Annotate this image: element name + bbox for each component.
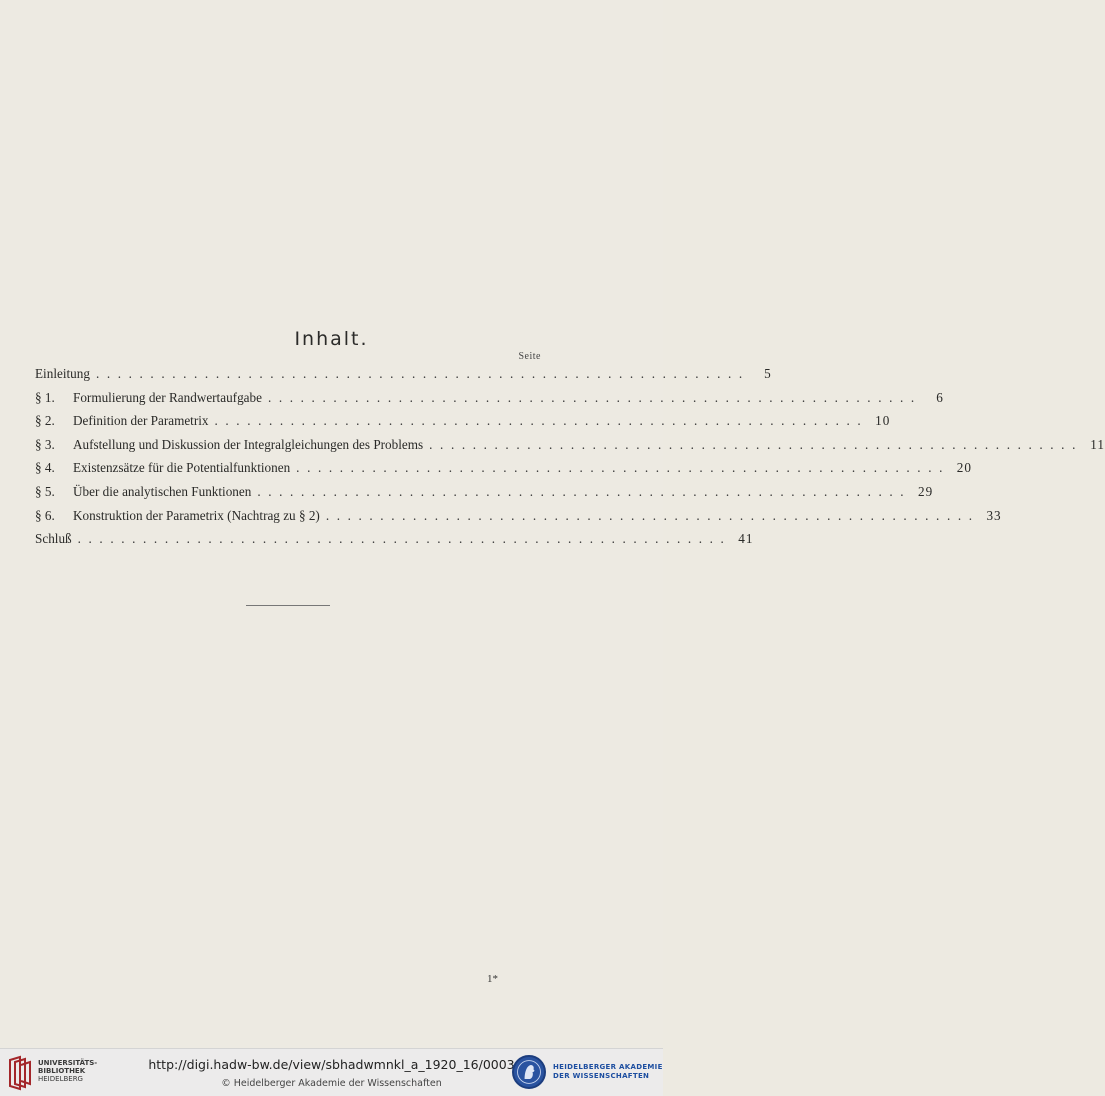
toc-entry xyxy=(35,413,891,437)
toc-entry xyxy=(35,460,972,484)
toc-entry-page: 33 xyxy=(986,507,1002,523)
copyright-text: © Heidelberger Akademie der Wissenschaften xyxy=(221,1078,442,1089)
toc-entry-page: 20 xyxy=(956,460,972,476)
toc-entry-number: § 3. xyxy=(35,436,55,452)
toc-entry-page: 29 xyxy=(917,483,934,499)
toc-entry-label: Einleitung xyxy=(35,366,90,381)
toc-leader-dots: ............................................................ xyxy=(214,413,869,429)
toc-entry-label: Schluß xyxy=(35,531,72,547)
toc-entry-label: Konstruktion der Parametrix (Nachtrag zu § 2) xyxy=(73,507,320,523)
toc-entry xyxy=(35,436,1105,461)
toc-entry-number: § 4. xyxy=(35,460,55,476)
toc-entry xyxy=(35,507,1002,532)
toc-entry-label: Über die analytischen Funktionen xyxy=(73,483,252,499)
toc-entry-page: 41 xyxy=(738,531,754,547)
toc-entry xyxy=(35,531,754,555)
toc-entry-label: Aufstellung und Diskussion der Integralgleichungen des Problems xyxy=(73,436,424,452)
toc-entry-page: 11 xyxy=(1090,436,1105,452)
page-title: Inhalt. xyxy=(294,328,369,350)
document-url-link[interactable]: http://digi.hadw-bw.de/view/sbhadwmnkl_a_1920_16/0003 xyxy=(148,1057,515,1072)
toc-entry-number: § 1. xyxy=(35,389,55,405)
toc-leader-dots: ............................................................ xyxy=(429,436,1083,452)
academy-seal-icon xyxy=(512,1055,546,1089)
signature-mark: 1* xyxy=(487,973,498,985)
toc-leader-dots: ............................................................ xyxy=(257,483,912,499)
toc-entry-page: 6 xyxy=(936,389,944,405)
toc-leader-dots: ............................................................ xyxy=(296,460,950,476)
page-column-label: Seite xyxy=(518,351,541,362)
toc-entry-label: Definition der Parametrix xyxy=(73,413,209,429)
toc-entry xyxy=(35,366,772,390)
toc-entry-page: 10 xyxy=(875,413,891,429)
toc-entry xyxy=(35,389,944,414)
toc-leader-dots: ............................................................ xyxy=(267,389,922,405)
university-library-name: UNIVERSITÄTS- BIBLIOTHEK HEIDELBERG xyxy=(38,1059,98,1083)
academy-name: HEIDELBERGER AKADEMIE DER WISSENSCHAFTEN xyxy=(553,1063,663,1080)
toc-entry-number: § 5. xyxy=(35,483,55,499)
toc-entry xyxy=(35,483,934,508)
table-of-contents xyxy=(35,366,1105,555)
toc-entry-label: Existenzsätze für die Potentialfunktionen xyxy=(73,460,291,476)
toc-entry-page: 5 xyxy=(764,366,772,381)
toc-leader-dots: ............................................................ xyxy=(77,531,732,547)
toc-entry-label: Formulierung der Randwertaufgabe xyxy=(73,389,262,405)
viewer-footer xyxy=(0,1048,663,1096)
divider-rule xyxy=(246,605,330,606)
toc-entry-number: § 2. xyxy=(35,413,55,429)
toc-leader-dots: ............................................................ xyxy=(95,366,750,381)
toc-entry-number: § 6. xyxy=(35,507,55,523)
toc-leader-dots: ............................................................ xyxy=(325,507,980,523)
